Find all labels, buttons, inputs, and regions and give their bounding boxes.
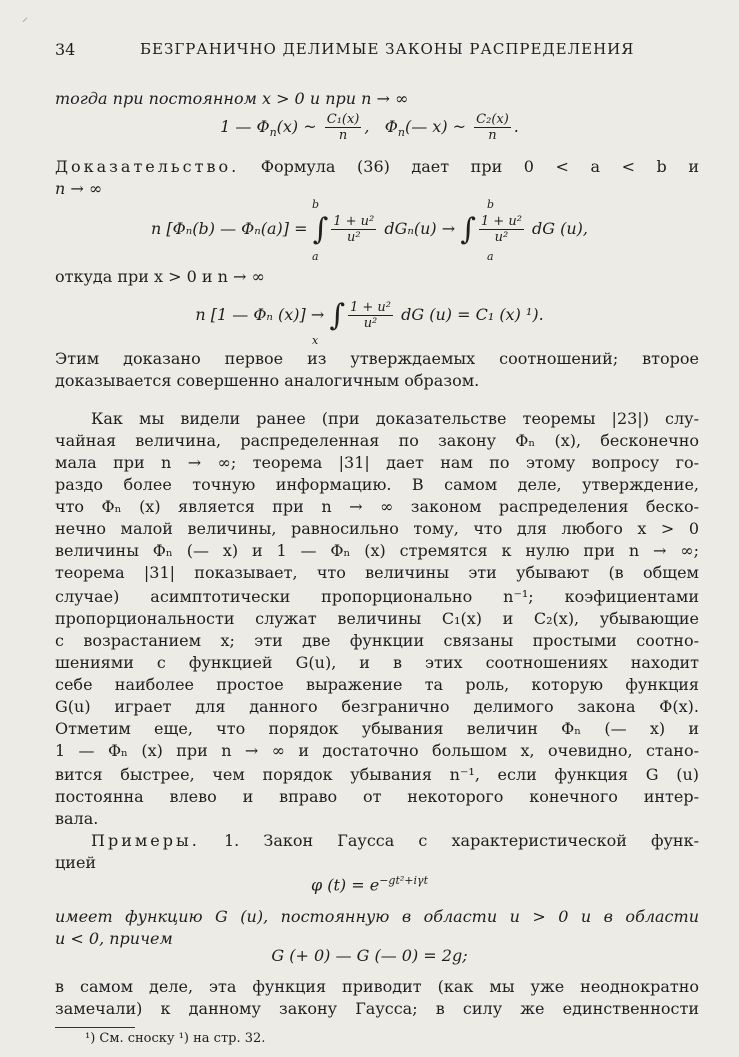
para3-line-2: u < 0, причем [55,929,173,948]
examples-line-2: цией [55,853,97,872]
para2-line-10: пропорциональности служат величины C₁(x) и C₂(x), убывающие [55,609,699,628]
eq3-lhs: n [1 — Φₙ (x)] → [195,305,325,324]
para2-line-16: 1 — Φₙ (x) при n → ∞ и достаточно большом x, очевидно, стано- [55,741,699,760]
para2-line-12: шениями с функцией G(u), и в этих соотношениях находит [55,653,699,672]
para2-line-8: теорема |31| показывает, что величины эти убывают (в общем [55,563,699,582]
proof-line-2: n → ∞ [55,179,103,198]
para2-line-2: чайная величина, распределенная по закону Φₙ (x), бесконечно [55,431,699,450]
integral-sign-2: ∫ [460,212,476,247]
proof-line-1 [55,156,699,178]
para4-line-1: в самом деле, эта функция приводит (как мы уже неоднократно [55,977,699,996]
para2-line-5: что Φₙ (x) является при n → ∞ законом распределения беско- [55,497,699,516]
proof-heading: Доказательство. [55,157,240,176]
int3-lower-limit: x [312,334,319,347]
para2-line-4: раздо более точную информацию. В самом деле, утверждение, [55,475,699,494]
para2-line-14: G(u) играет для данного безгранично делимого закона Φ(x). [55,697,699,716]
eq1-lhs1: 1 — Φ [220,117,270,136]
para3-line-1: имеет функцию G (u), постоянную в области u > 0 и в области [55,907,699,926]
para1-line-1: Этим доказано первое из утверждаемых соотношений; второе [55,349,699,368]
para2-line-11: с возрастанием x; эти две функции связаны простыми соотно- [55,631,699,650]
integral-sign-1: ∫ [312,212,329,247]
para1-line-2: доказывается совершенно аналогичным образом. [55,371,480,390]
para2-line-1: Как мы видели ранее (при доказательстве теоремы |23|) слу- [91,409,699,428]
int2-lower-limit: a [487,250,494,263]
para2-line-9: случае) асимптотически пропорционально n⁻¹; коэфициентами [55,587,699,606]
para2-line-15: Отметим еще, что порядок убывания величин Φₙ (— x) и [55,719,699,738]
para2-line-6: нечно малой величины, равносильно тому, что для любого x > 0 [55,519,699,538]
eq4-exponent: −gt²+iγt [379,874,429,887]
eq1-lhs2: Φ [384,117,398,136]
proof-text: Формула (36) дает при 0 < a < b и [260,157,699,176]
eq1-fraction-1: $\frac{\text{C₁(x)}}{n}$ [326,112,360,143]
running-title: БЕЗГРАНИЧНО ДЕЛИМЫЕ ЗАКОНЫ РАСПРЕДЕЛЕНИЯ [140,40,635,58]
para2-line-13: себе наиболее простое выражение та роль, которую функция [55,675,699,694]
para2-line-19: вала. [55,809,99,828]
running-header [55,40,699,64]
equation-2: n [Φₙ(b) — Φₙ(a)] = ∫ $\frac{\text{1 + u²}}{\text{u²}}$ dGₙ(u) → ∫ $\frac{\text{1 + u²}}{\text{u²}}$ dG (u), b a b a [151,198,588,263]
examples-heading: Примеры. [91,831,200,850]
equation-5: G (+ 0) — G (— 0) = 2g; [271,946,468,965]
equation-4: φ $(t) = e^{-gt^2+i\gamma t}$ [310,874,429,895]
scan-mark: ⸝ [22,10,29,24]
footnote-marker: ¹). [525,305,544,324]
int2-upper-limit: b [487,198,495,211]
footnote: ¹) См. сноску ¹) на стр. 32. [85,1031,266,1046]
integral-sign-3: ∫ [329,298,345,333]
eq2-lhs: n [Φₙ(b) — Φₙ(a)] = [151,219,308,238]
examples-line-1: Примеры. 1. Закон Гаусса с характеристической функ- [91,831,699,850]
equation-1: 1 — $\Phi_n(x)$ ~ $\frac{\text{C₁(x)}}{n}$ , $\Phi_n(—$ x) ~ $\frac{\text{C₂(x)}}{n}$ . [220,112,519,143]
para2-line-18: постоянна влево и вправо от некоторого конечного интер- [55,787,699,806]
para2-line-17: вится быстрее, чем порядок убывания n⁻¹, если функция G (u) [55,765,699,784]
para2-line-3: мала при n → ∞; теорема |31| дает нам по этому вопросу го- [55,453,699,472]
footnote-rule [55,1027,135,1028]
int1-lower-limit: a [312,250,319,263]
otkuda-line: откуда при x > 0 и n → ∞ [55,267,265,286]
equation-3: n [1 — Φₙ (x)] → ∫ $\frac{\text{1 + u²}}{\text{u²}}$ dG (u) = C₁ (x) ¹). x [195,298,544,347]
page-number: 34 [55,40,76,59]
intro-line: тогда при постоянном x > 0 и при n → ∞ [55,89,409,108]
para4-line-2: замечали) к данному закону Гаусса; в силу же единственности [55,999,699,1018]
eq1-fraction-2: $\frac{\text{C₂(x)}}{n}$ [476,112,509,143]
int1-upper-limit: b [312,198,320,211]
para2-line-7: величины Φₙ (— x) и 1 — Φₙ (x) стремятся к нулю при n → ∞; [55,541,699,560]
